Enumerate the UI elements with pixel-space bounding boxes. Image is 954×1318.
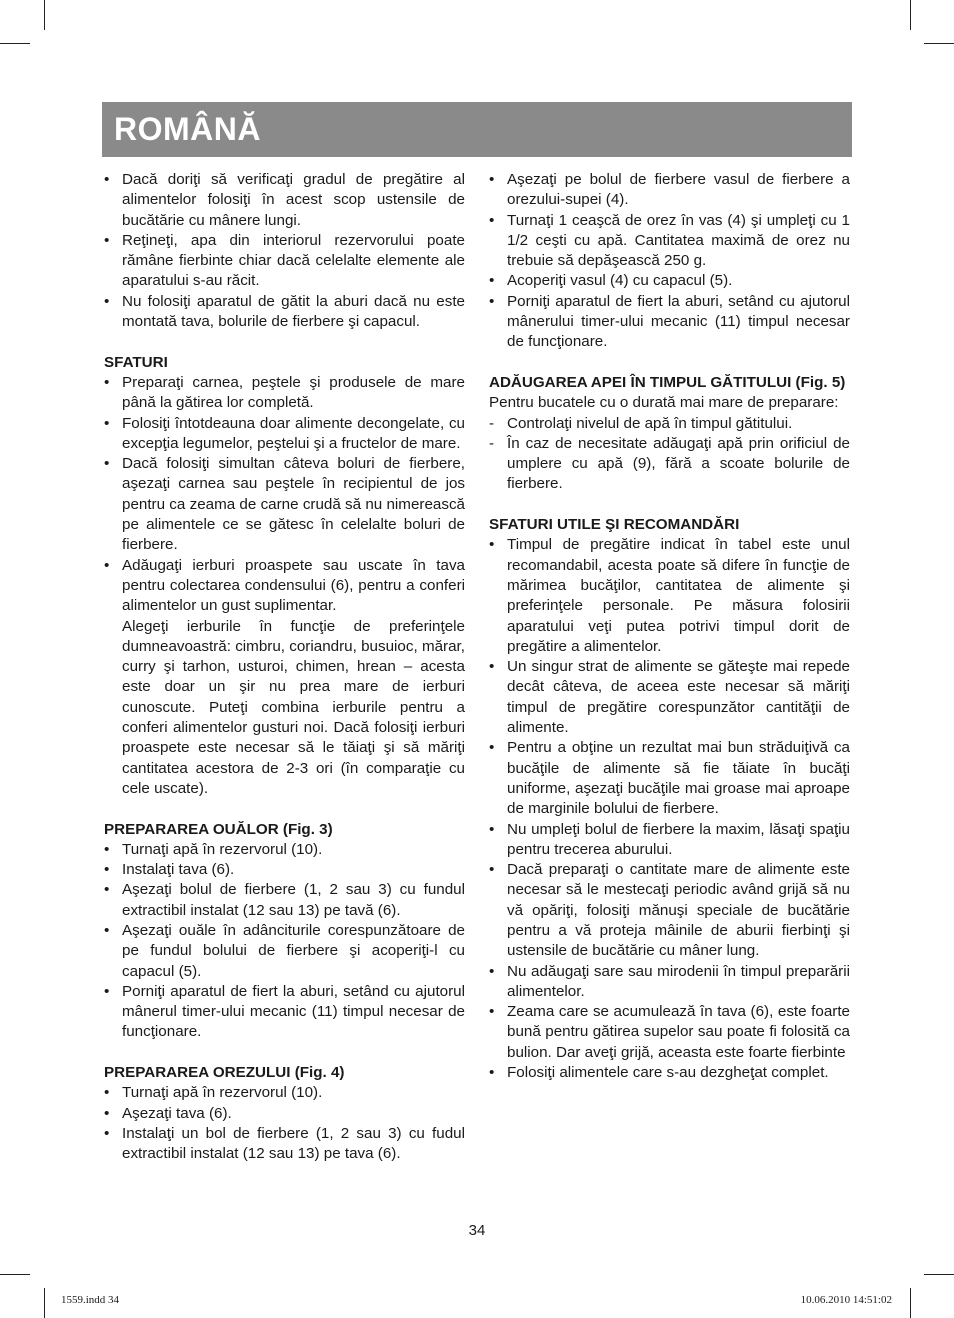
list-item-text: Aşezaţi bolul de fierbere (1, 2 sau 3) cu fundul extractibil instalat (12 sau 13) pe tavă (6). — [122, 881, 465, 919]
left-column — [104, 170, 465, 1165]
bullet-marker: • — [104, 231, 110, 249]
page-title: ROMÂNĂ — [114, 111, 261, 147]
list-item-text: Aşezaţi pe bolul de fierbere vasul de fierbere a orezului-supei (4). — [507, 171, 850, 209]
bullet-marker: • — [104, 171, 110, 188]
list-item — [104, 556, 465, 617]
list-item — [104, 982, 465, 1043]
spacer — [104, 1043, 465, 1063]
spacer — [104, 332, 465, 352]
paragraph: Pentru bucatele cu o durată mai mare de preparare: — [489, 394, 839, 412]
list-item-text: Turnaţi 1 ceaşcă de orez în vas (4) şi umpleţi cu 1 1/2 ceşti cu apă. Cantitatea maximă de orez nu trebuie să depăşească 250 g. — [507, 211, 850, 270]
list-item-text: Instalaţi un bol de fierbere (1, 2 sau 3) cu fudul extractibil instalat (12 sau 13) pe tava (6). — [122, 1124, 465, 1163]
list-item-text: Acoperiţi vasul (4) cu capacul (5). — [507, 272, 733, 290]
bullet-marker: • — [104, 1084, 110, 1102]
indented-paragraph — [104, 617, 465, 800]
list-item-text: Instalaţi tava (6). — [122, 861, 235, 879]
list-item — [104, 373, 465, 414]
list-item — [104, 860, 465, 880]
list-item-text: În caz de necesitate adăugaţi apă prin orificiul de umplere cu apă (9), fără a scoate bolurile de fierbere. — [507, 434, 850, 493]
list-item — [104, 454, 465, 555]
list-item — [489, 170, 850, 211]
bullet-marker: • — [104, 921, 110, 939]
bullet-marker: • — [104, 840, 110, 858]
list-item-text: Adăugaţi ierburi proaspete sau uscate în tava pentru colectarea condensului (6), pentru a conferi alimentelor un gust suplimentar. — [122, 556, 465, 615]
bullet-marker: • — [104, 1104, 110, 1122]
section-heading: SFATURI UTILE ŞI RECOMANDĂRI — [489, 516, 740, 534]
bullet-marker: • — [489, 536, 495, 554]
section-header — [102, 102, 852, 157]
crop-mark — [0, 1274, 30, 1275]
bullet-marker: • — [104, 982, 110, 1000]
list-item-text: Nu umpleţi bolul de fierbere la maxim, lăsaţi spaţiu pentru trecerea aburului. — [507, 820, 850, 858]
list-item — [489, 1063, 850, 1083]
crop-mark — [910, 0, 911, 30]
bullet-marker: • — [489, 658, 495, 676]
list-item-text: Reţineţi, apa din interiorul rezervorului poate rămâne fierbinte chiar dacă celelalte elemente ale aparatului s-au răcit. — [122, 231, 465, 290]
bullet-marker: • — [489, 820, 495, 838]
list-item — [104, 292, 465, 333]
bullet-marker: • — [489, 1064, 495, 1082]
bullet-marker: • — [489, 861, 495, 879]
list-item-text: Porniţi aparatul de fiert la aburi, setând cu ajutorul mânerului timer-ului mecanic (11) timpul necesar de funcţionare. — [507, 292, 850, 351]
bullet-marker: • — [489, 211, 495, 229]
list-item-text: Nu adăugaţi sare sau mirodenii în timpul preparării alimentelor. — [507, 962, 850, 1000]
footer-timestamp: 10.06.2010 14:51:02 — [800, 1294, 892, 1306]
bullet-marker: • — [489, 171, 495, 188]
bullet-marker: • — [104, 556, 110, 574]
list-item — [104, 1104, 465, 1124]
list-item-text: Aşezaţi tava (6). — [122, 1104, 232, 1122]
list-item — [489, 211, 850, 272]
bullet-marker: • — [104, 861, 110, 879]
list-item — [104, 840, 465, 860]
section-heading: PREPARAREA OREZULUI (Fig. 4) — [104, 1064, 345, 1082]
list-item — [489, 657, 850, 738]
spacer — [104, 799, 465, 819]
list-item — [489, 962, 850, 1003]
bullet-marker: • — [104, 455, 110, 473]
crop-mark — [924, 1274, 954, 1275]
crop-mark — [0, 43, 30, 44]
spacer — [489, 495, 850, 515]
section-heading: PREPARAREA OUĂLOR (Fig. 3) — [104, 820, 333, 838]
list-item — [489, 271, 850, 291]
list-item-text: Preparaţi carnea, peştele şi produsele de mare până la gătirea lor completă. — [122, 373, 465, 412]
spacer — [489, 353, 850, 373]
list-item-text: Dacă folosiţi simultan câteva boluri de fierbere, aşezaţi carnea sau peştele în recipientul de jos pentru ca zeama de carne crudă să nu nimerească pe alimentele ce se gătesc în celelalte boluri de fierbere. — [122, 455, 465, 554]
list-item-text: Timpul de pregătire indicat în tabel este unul recomandabil, acesta poate să difere în funcţie de mărimea bucăţilor, cantitatea de alimente şi preferinţele personale. Pe măsura folosirii aparatului veţi putea potrivi timpul dorit de pregătire a alimentelor. — [507, 536, 850, 655]
list-item — [104, 1083, 465, 1103]
list-item-text: Alegeţi ierburile în funcţie de preferinţele dumneavoastră: cimbru, coriandru, busuioc, mărar, curry şi tarhon, usturoi, chimen, hrean – acesta este doar un şir nu prea mare de ierburi cunoscute. Puteţi combina ierburile pentru a conferi alimentelor gusturi noi. Dacă folosiţi ierburi proaspete este necesar să le tăiaţi şi să măriţi cantitatea acestora de 2-3 ori (în comparaţie cu cele uscate). — [122, 617, 465, 797]
right-column — [489, 170, 850, 1083]
list-item-text: Porniţi aparatul de fiert la aburi, setând cu ajutorul mânerul timer-ului mecanic (11) timpul necesar de funcţionare. — [122, 982, 465, 1041]
bullet-marker: • — [489, 292, 495, 310]
list-item-text: Nu folosiţi aparatul de gătit la aburi dacă nu este montată tava, bolurile de fierbere şi capacul. — [122, 292, 465, 331]
page-number: 34 — [468, 1222, 486, 1239]
list-item — [104, 1124, 465, 1165]
list-item-text: Zeama care se acumulează în tava (6), este foarte bună pentru gătirea supelor sau poate fi folosită ca bulion. Dar aveţi grijă, aceasta este foarte fierbinte — [507, 1003, 850, 1061]
bullet-marker: • — [489, 962, 495, 980]
list-item-text: Turnaţi apă în rezervorul (10). — [122, 1084, 323, 1102]
list-item — [104, 921, 465, 982]
crop-mark — [44, 1288, 45, 1318]
list-item — [104, 170, 465, 231]
list-item — [104, 880, 465, 921]
list-item-text: Dacă preparaţi o cantitate mare de alimente este necesar să le mestecaţi periodic având grijă să nu vă opăriţi, folosiţi mănuşi speciale de bucătărie pentru a vă proteja mâinile de aburii fierbinţi şi ustensile de bucătărie cu mâner lung. — [507, 861, 850, 960]
bullet-marker: • — [489, 272, 495, 290]
list-item-text: Turnaţi apă în rezervorul (10). — [122, 840, 323, 858]
bullet-marker: • — [104, 414, 110, 432]
list-item — [489, 414, 850, 434]
bullet-marker: • — [104, 373, 110, 391]
list-item-text: Controlaţi nivelul de apă în timpul gătitului. — [507, 414, 793, 432]
list-item — [489, 738, 850, 819]
crop-mark — [44, 0, 45, 30]
list-item — [489, 535, 850, 657]
list-item-text: Folosiţi întotdeauna doar alimente decongelate, cu excepţia legumelor, peştelui şi a fructelor de mare. — [122, 414, 465, 452]
bullet-marker: • — [104, 292, 110, 310]
crop-mark — [910, 1288, 911, 1318]
bullet-marker: • — [104, 1124, 110, 1142]
section-heading: SFATURI — [104, 353, 168, 371]
list-item — [489, 292, 850, 353]
list-item-text: Dacă doriţi să verificaţi gradul de pregătire al alimentelor folosiţi în acest scop ustensile de bucătărie cu mânere lungi. — [122, 171, 465, 229]
list-item — [489, 1002, 850, 1063]
section-heading: ADĂUGAREA APEI ÎN TIMPUL GĂTITULUI (Fig. 5) — [489, 373, 846, 391]
list-item — [489, 820, 850, 861]
bullet-marker: • — [489, 1003, 495, 1021]
bullet-marker: - — [489, 434, 495, 452]
list-item — [489, 860, 850, 961]
list-item — [489, 434, 850, 495]
list-item-text: Pentru a obţine un rezultat mai bun străduiţivă ca bucăţile de alimente să fie tăiate în bucăţi uniforme, aşezaţi bucăţile mai groase mai aproape de marginile bolului de fierbere. — [507, 739, 850, 818]
list-item — [104, 231, 465, 292]
list-item — [104, 414, 465, 455]
bullet-marker: - — [489, 414, 495, 432]
footer-file: 1559.indd 34 — [61, 1294, 120, 1306]
list-item-text: Un singur strat de alimente se găteşte mai repede decât câteva, de aceea este necesar să măriţi timpul de pregătire corespunzător cantităţii de alimente. — [507, 658, 850, 737]
list-item-text: Aşezaţi ouăle în adânciturile corespunzătoare de pe fundul bolului de fierbere şi acoperiţi-l cu capacul (5). — [122, 921, 465, 980]
bullet-marker: • — [489, 739, 495, 757]
bullet-marker: • — [104, 881, 110, 899]
crop-mark — [924, 43, 954, 44]
list-item-text: Folosiţi alimentele care s-au dezgheţat complet. — [507, 1064, 829, 1082]
